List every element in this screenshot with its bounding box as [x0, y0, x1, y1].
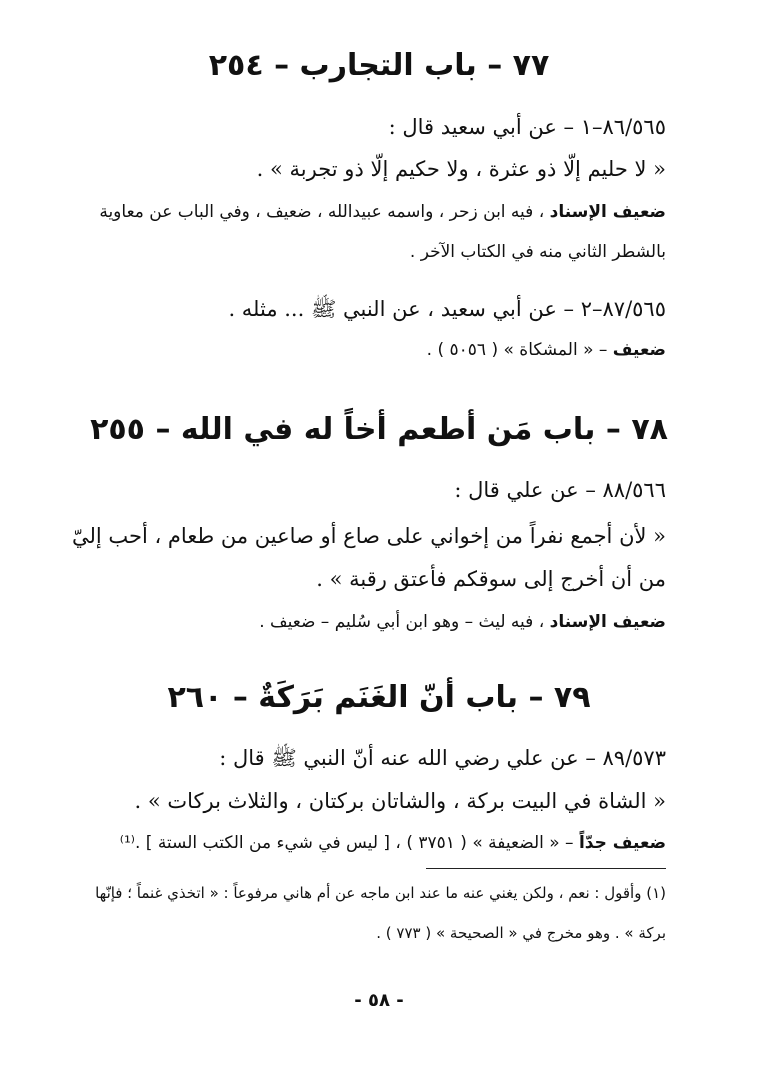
grade-note: ، فيه ليث – وهو ابن أبي سُليم – ضعيف .	[259, 612, 545, 632]
hadith-88-intro: ٨٨/٥٦٦ – عن علي قال :	[454, 478, 666, 502]
grade-label: ضعيف جدّاً	[578, 833, 666, 853]
hadith-86-text: « لا حليم إلّا ذو عثرة ، ولا حكيم إلّا ذو تجربة » .	[256, 157, 666, 181]
hadith-88-grade	[60, 612, 666, 632]
hadith-88-text: « لأن أجمع نفراً من إخواني على صاع أو صاعين من طعام ، أحب إليّ	[71, 524, 666, 548]
footnote-divider	[426, 868, 666, 869]
grade-source: – « المشكاة » ( ٥٠٥٦ ) .	[426, 340, 608, 360]
hadith-88-text-cont: من أن أخرج إلى سوقكم فأعتق رقبة » .	[316, 567, 666, 591]
hadith-89-grade	[60, 833, 666, 853]
grade-label: ضعيف الإسناد	[549, 202, 666, 222]
footnote-line-2: بركة » . وهو مخرج في « الصحيحة » ( ٧٧٣ ) .	[376, 924, 666, 942]
hadith-89-text: « الشاة في البيت بركة ، والشاتان بركتان ، والثلاث بركات » .	[134, 789, 666, 813]
hadith-89-intro: ٨٩/٥٧٣ – عن علي رضي الله عنه أنّ النبي ﷺ قال :	[219, 746, 666, 770]
grade-label: ضعيف الإسناد	[549, 612, 666, 632]
hadith-86-intro: ٨٦/٥٦٥–١ – عن أبي سعيد قال :	[388, 115, 666, 139]
section-heading-78: ٧٨ – باب مَن أطعم أخاً له في الله – ٢٥٥	[90, 412, 668, 447]
section-heading-79: ٧٩ – باب أنّ الغَنَم بَرَكَةٌ – ٢٦٠	[167, 680, 591, 715]
footnote-line-1: (١) وأقول : نعم ، ولكن يغني عنه ما عند ابن ماجه عن أم هاني مرفوعاً : « اتخذي غنماً ؛ فإنّها	[95, 884, 666, 902]
grade-note: – « الضعيفة » ( ٣٧٥١ ) ، [ ليس في شيء من الكتب الستة ] .⁽¹⁾	[119, 833, 574, 853]
page-number: - ٥٨ -	[354, 990, 404, 1011]
hadith-87-text: ٨٧/٥٦٥–٢ – عن أبي سعيد ، عن النبي ﷺ ... مثله .	[228, 297, 666, 321]
grade-label: ضعيف	[612, 340, 666, 360]
section-heading-77: ٧٧ – باب التجارب – ٢٥٤	[208, 48, 550, 83]
hadith-86-grade-cont: بالشطر الثاني منه في الكتاب الآخر .	[409, 242, 666, 262]
hadith-87-grade	[60, 340, 666, 360]
hadith-86-grade	[40, 202, 666, 222]
grade-note: ، فيه ابن زحر ، واسمه عبيدالله ، ضعيف ، وفي الباب عن معاوية	[99, 202, 545, 222]
